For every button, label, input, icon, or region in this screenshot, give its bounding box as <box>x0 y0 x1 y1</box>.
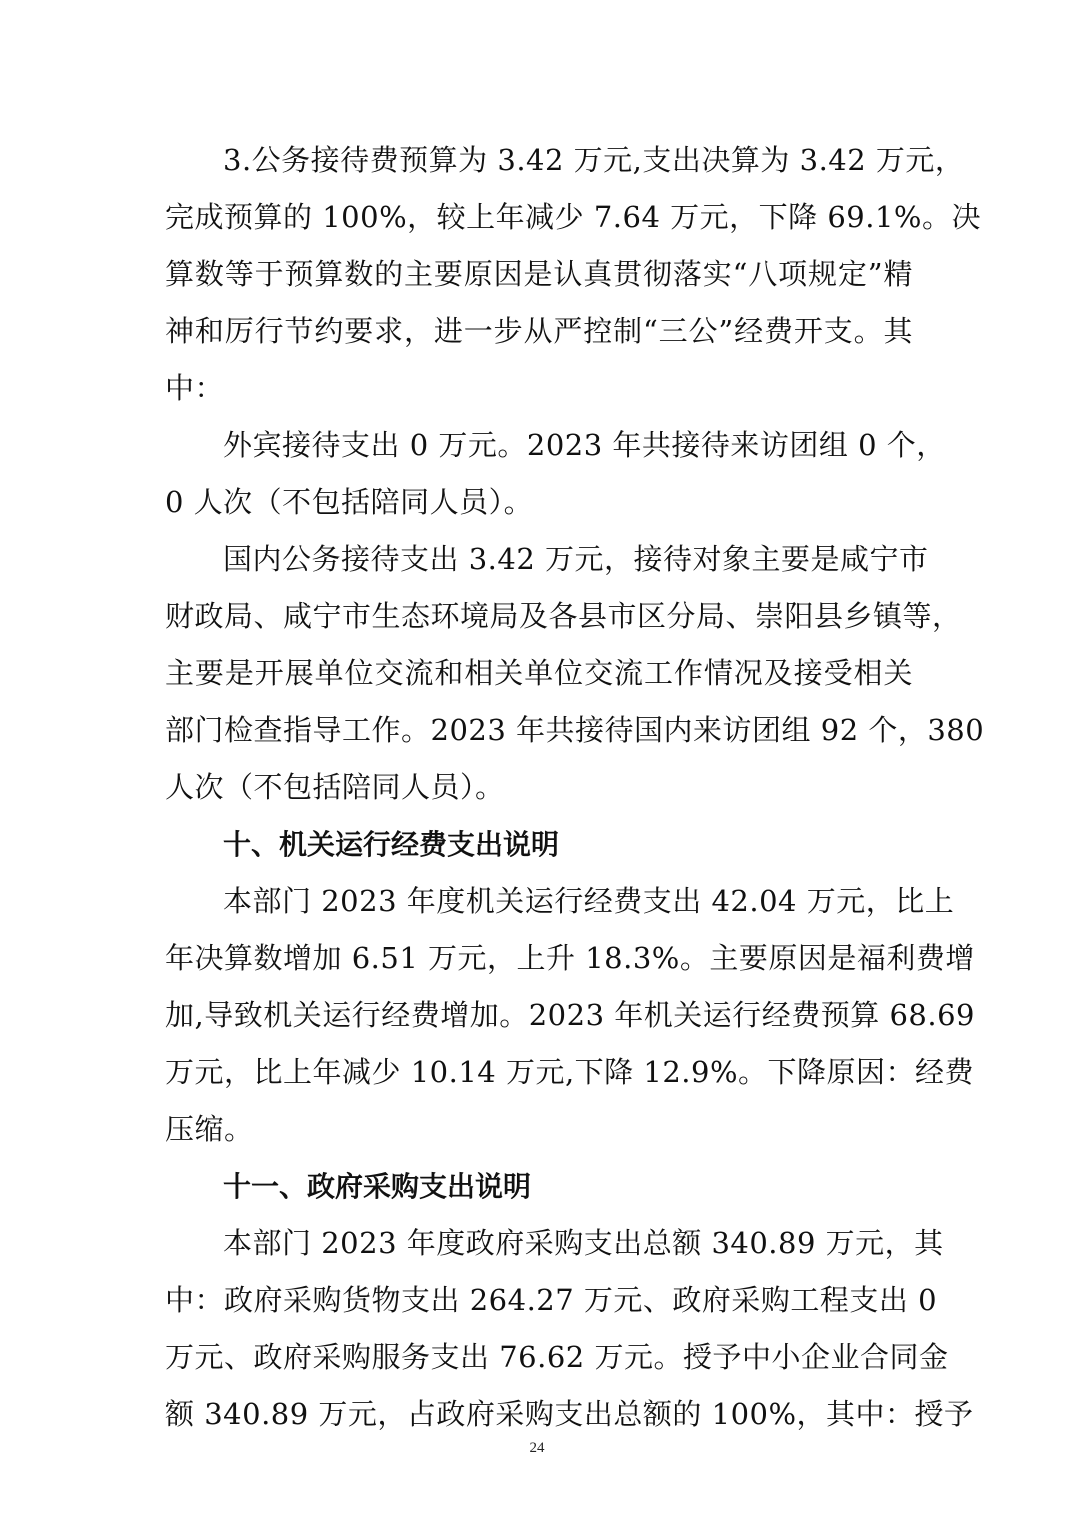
paragraph-procurement <box>165 1215 974 1443</box>
text-line: 万元，比上年减少 10.14 万元,下降 12.9%。下降原因：经费 <box>165 1055 975 1089</box>
document-body <box>165 132 985 1443</box>
paragraph-operating-expenses <box>165 873 975 1158</box>
text-line: 算数等于预算数的主要原因是认真贯彻落实“八项规定”精 <box>165 257 913 291</box>
text-line: 完成预算的 100%，较上年减少 7.64 万元，下降 69.1%。决 <box>165 200 981 234</box>
page-number: 24 <box>529 1440 545 1456</box>
text-line: 本部门 2023 年度机关运行经费支出 42.04 万元，比上 <box>223 884 955 918</box>
text-line: 年决算数增加 6.51 万元，上升 18.3%。主要原因是福利费增 <box>165 941 975 975</box>
text-line: 额 340.89 万元，占政府采购支出总额的 100%，其中：授予 <box>165 1397 974 1431</box>
text-line: 加,导致机关运行经费增加。2023 年机关运行经费预算 68.69 <box>165 998 975 1032</box>
text-line: 人次（不包括陪同人员）。 <box>165 770 505 804</box>
section-heading-procurement: 十一、政府采购支出说明 <box>223 1170 532 1203</box>
text-line: 本部门 2023 年度政府采购支出总额 340.89 万元，其 <box>223 1226 944 1260</box>
section-heading-operating-expenses: 十、机关运行经费支出说明 <box>223 828 560 861</box>
text-line: 中：政府采购货物支出 264.27 万元、政府采购工程支出 0 <box>165 1283 938 1317</box>
text-line: 部门检查指导工作。2023 年共接待国内来访团组 92 个，380 <box>165 713 985 747</box>
paragraph-domestic-reception <box>165 531 985 816</box>
text-line: 国内公务接待支出 3.42 万元，接待对象主要是咸宁市 <box>223 542 929 576</box>
text-line: 财政局、咸宁市生态环境局及各县市区分局、崇阳县乡镇等， <box>165 599 962 633</box>
text-line: 外宾接待支出 0 万元。2023 年共接待来访团组 0 个， <box>223 428 946 462</box>
text-line: 神和厉行节约要求，进一步从严控制“三公”经费开支。其 <box>165 314 913 348</box>
paragraph-foreign-reception <box>165 417 946 531</box>
paragraph-reception-budget <box>165 132 981 417</box>
text-line: 主要是开展单位交流和相关单位交流工作情况及接受相关 <box>165 656 913 690</box>
text-line: 3.公务接待费预算为 3.42 万元,支出决算为 3.42 万元， <box>223 143 965 177</box>
text-line: 万元、政府采购服务支出 76.62 万元。授予中小企业合同金 <box>165 1340 949 1374</box>
text-line: 0 人次（不包括陪同人员）。 <box>165 485 534 519</box>
text-line: 压缩。 <box>165 1112 254 1146</box>
text-line: 中： <box>165 371 225 405</box>
